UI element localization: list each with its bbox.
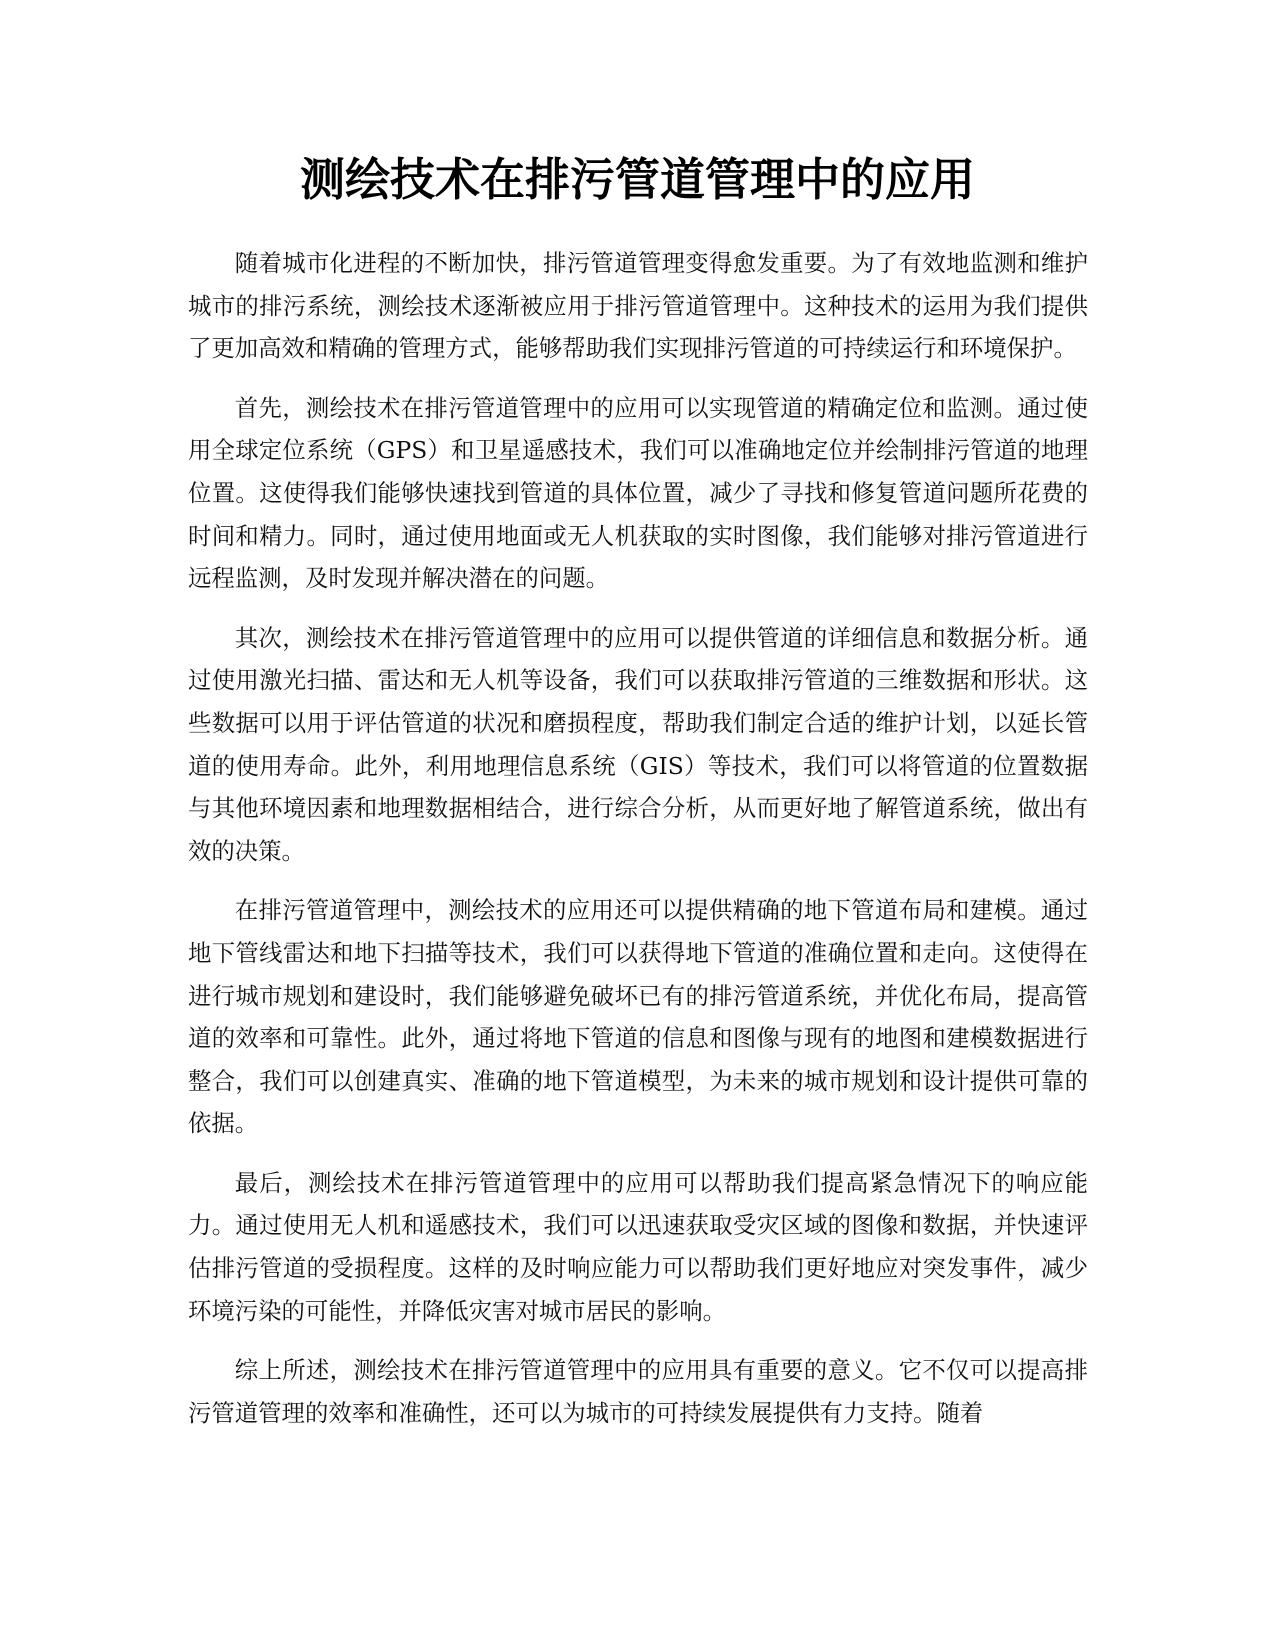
document-title: 测绘技术在排污管道管理中的应用: [299, 153, 975, 206]
paragraph-positioning: 首先，测绘技术在排污管道管理中的应用可以实现管道的精确定位和监测。通过使用全球定位系统（GPS）和卫星遥感技术，我们可以准确地定位并绘制排污管道的地理位置。这使得我们能够快速找到管道的具体位置，减少了寻找和修复管道问题所花费的时间和精力。同时，通过使用地面或无人机获取的实时图像，我们能够对排污管道进行远程监测，及时发现并解决潜在的问题。: [188, 393, 1088, 593]
document-body: [188, 242, 1088, 1451]
paragraph-data-analysis: 其次，测绘技术在排污管道管理中的应用可以提供管道的详细信息和数据分析。通过使用激光扫描、雷达和无人机等设备，我们可以获取排污管道的三维数据和形状。这些数据可以用于评估管道的状况和磨损程度，帮助我们制定合适的维护计划，以延长管道的使用寿命。此外，利用地理信息系统（GIS）等技术，我们可以将管道的位置数据与其他环境因素和地理数据相结合，进行综合分析，从而更好地了解管道系统，做出有效的决策。: [188, 623, 1088, 865]
paragraph-underground-layout: 在排污管道管理中，测绘技术的应用还可以提供精确的地下管道布局和建模。通过地下管线雷达和地下扫描等技术，我们可以获得地下管道的准确位置和走向。这使得在进行城市规划和建设时，我们能够避免破坏已有的排污管道系统，并优化布局，提高管道的效率和可靠性。此外，通过将地下管道的信息和图像与现有的地图和建模数据进行整合，我们可以创建真实、准确的地下管道模型，为未来的城市规划和设计提供可靠的依据。: [188, 896, 1088, 1138]
paragraph-intro: 随着城市化进程的不断加快，排污管道管理变得愈发重要。为了有效地监测和维护城市的排污系统，测绘技术逐渐被应用于排污管道管理中。这种技术的运用为我们提供了更加高效和精确的管理方式，能够帮助我们实现排污管道的可持续运行和环境保护。: [188, 249, 1088, 363]
paragraph-emergency-response: 最后，测绘技术在排污管道管理中的应用可以帮助我们提高紧急情况下的响应能力。通过使用无人机和遥感技术，我们可以迅速获取受灾区域的图像和数据，并快速评估排污管道的受损程度。这样的及时响应能力可以帮助我们更好地应对突发事件，减少环境污染的可能性，并降低灾害对城市居民的影响。: [188, 1168, 1088, 1325]
paragraph-conclusion: 综上所述，测绘技术在排污管道管理中的应用具有重要的意义。它不仅可以提高排污管道管理的效率和准确性，还可以为城市的可持续发展提供有力支持。随着: [188, 1356, 1088, 1427]
